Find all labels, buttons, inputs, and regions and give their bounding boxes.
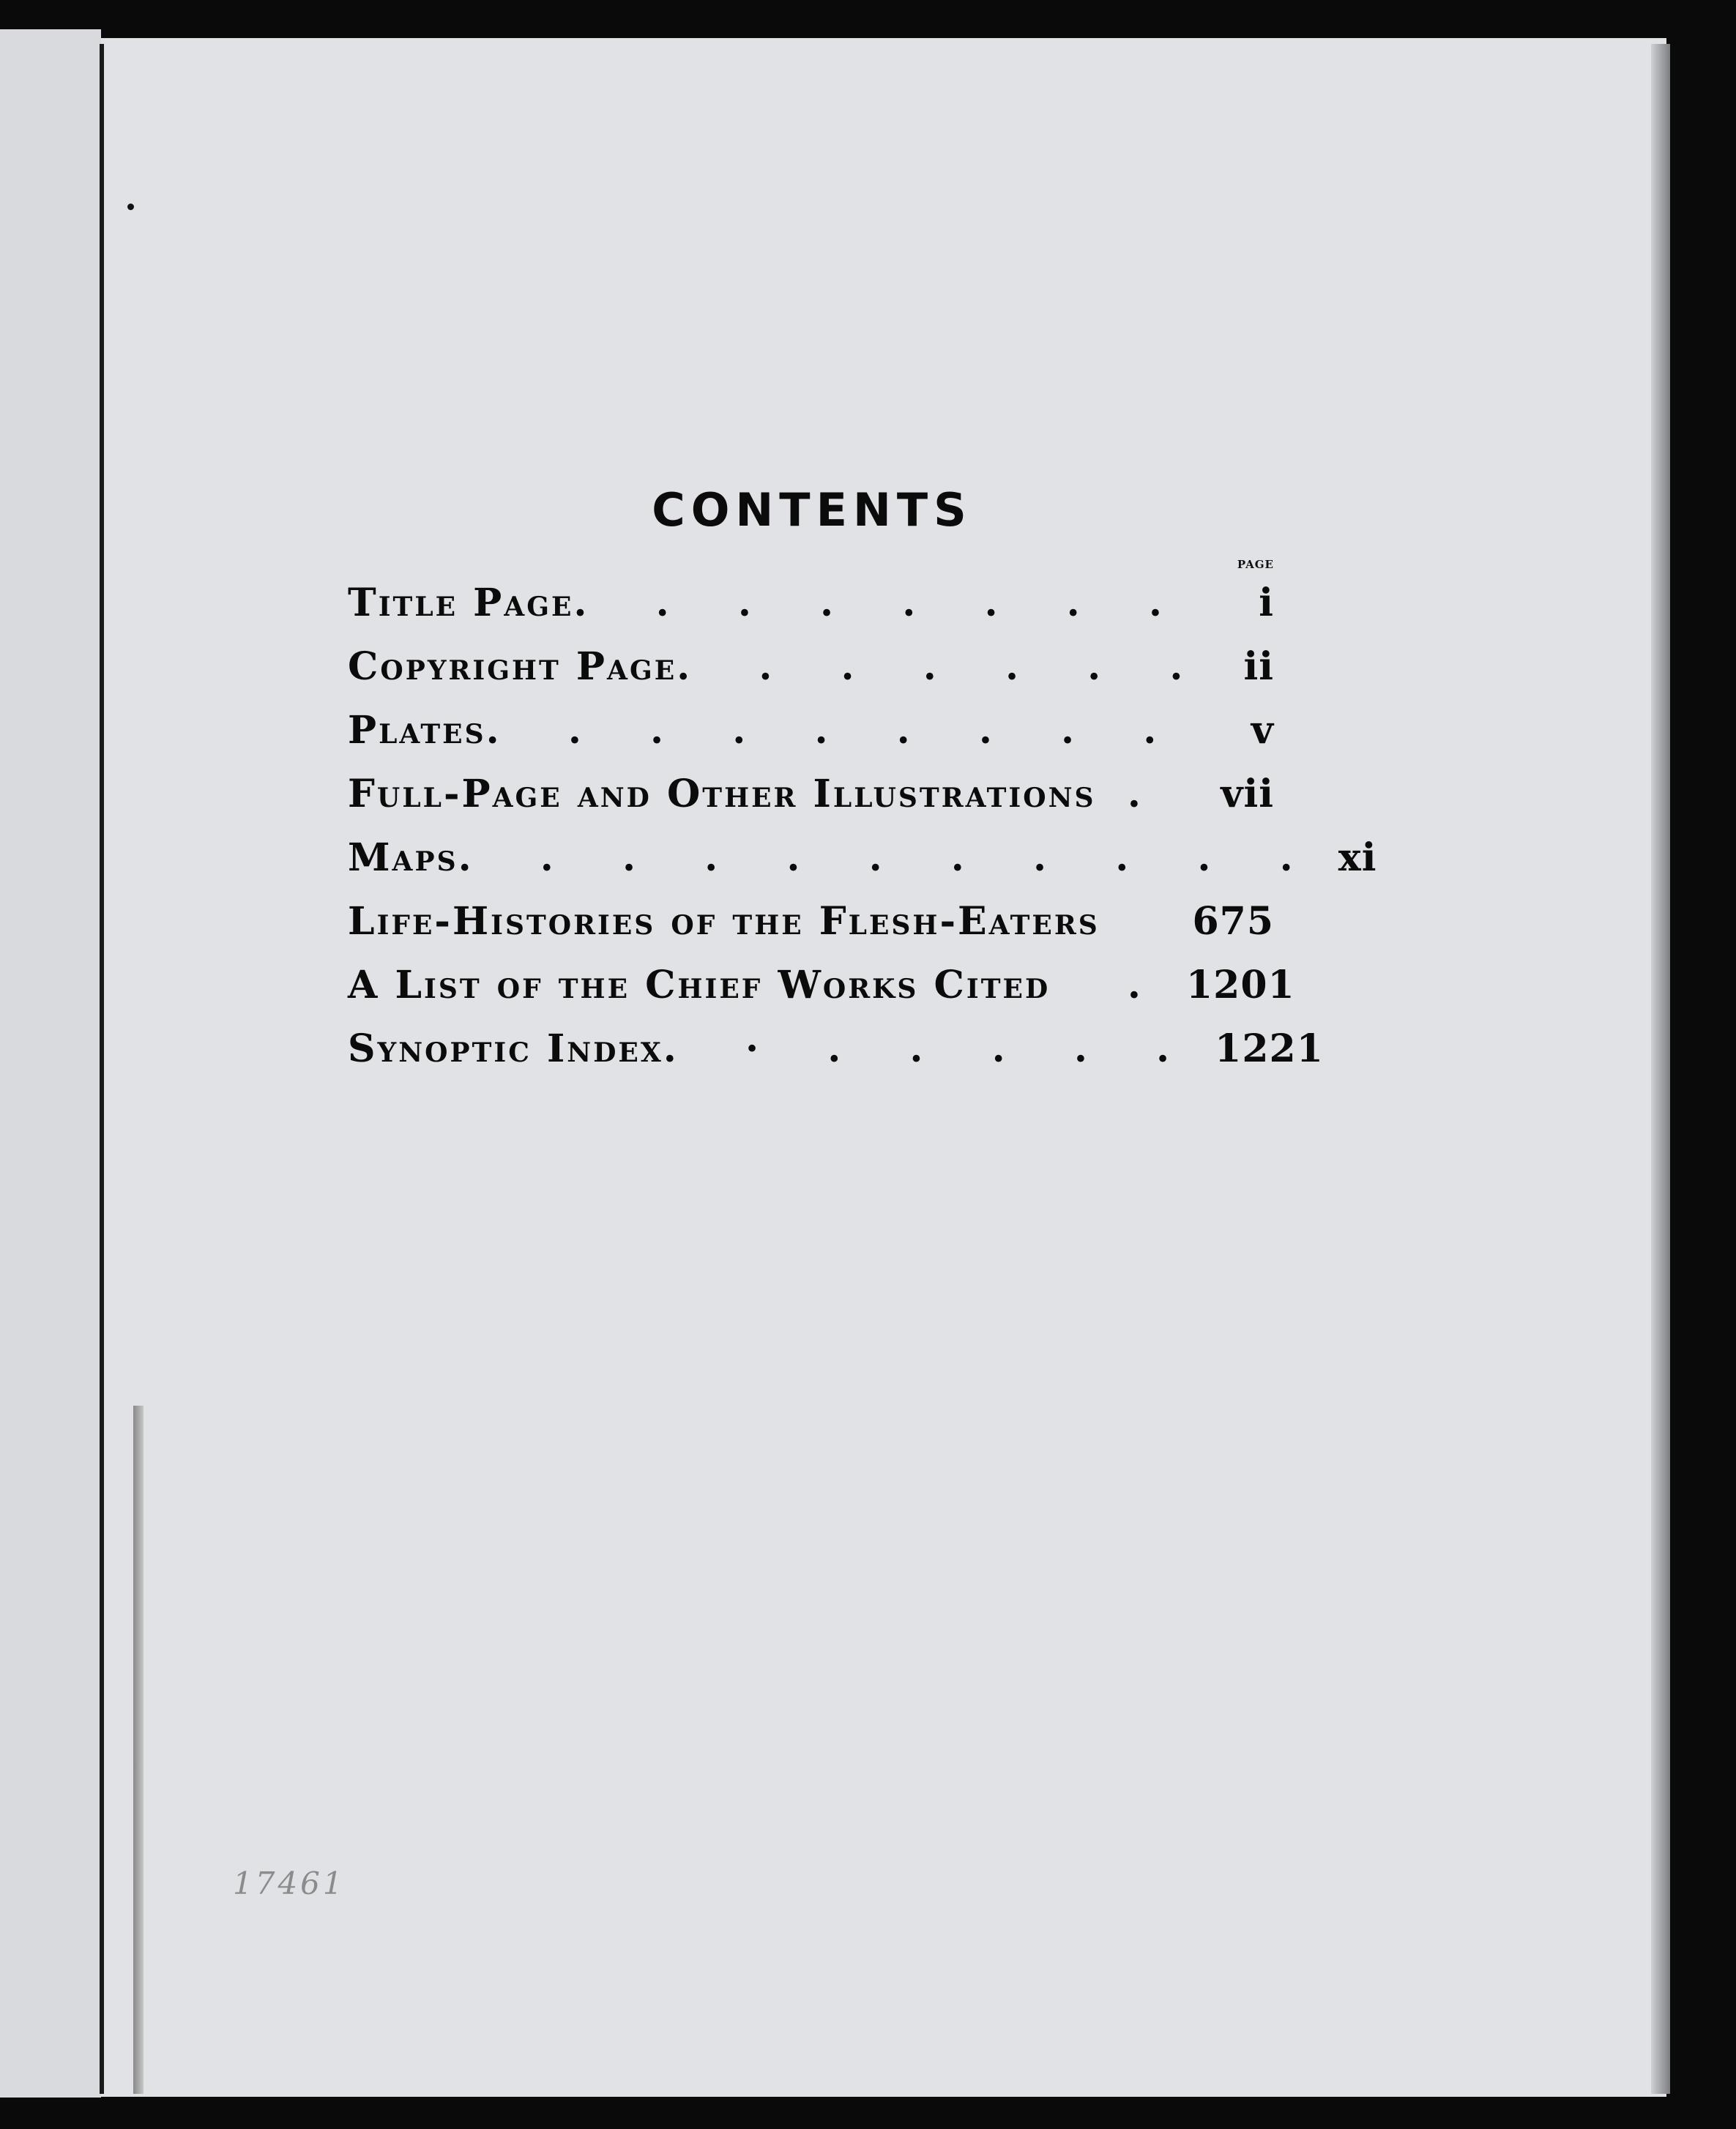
toc-leader-dots: . [1127, 963, 1169, 1007]
toc-leader-dots: . . . . . . . . . [485, 708, 1185, 753]
contents-heading: CONTENTS [652, 483, 972, 537]
toc-page-number: ii [1243, 644, 1274, 689]
toc-page-number: 675 [1192, 899, 1274, 944]
toc-entry[interactable] [348, 571, 1274, 635]
toc-page-number: xi [1338, 835, 1377, 880]
toc-entry[interactable] [348, 635, 1274, 698]
toc-entry[interactable] [348, 1017, 1324, 1081]
toc-leader-dots: . · . . . . . [663, 1026, 1198, 1071]
handwritten-annotation: 17461 [233, 1865, 346, 1901]
toc-entry-label: Plates [348, 708, 486, 753]
toc-entry-label: Copyright Page [348, 644, 677, 689]
toc-entry[interactable] [348, 826, 1377, 890]
toc-page-number: 1221 [1215, 1026, 1324, 1071]
toc-leader-dots: . . . . . . . [677, 644, 1211, 689]
toc-leader-dots: . . . . . . . . . . . [458, 835, 1321, 880]
page-column-label: PAGE [1237, 558, 1274, 571]
gutter-shadow [133, 1406, 144, 2094]
toc-entry-label: Maps [348, 835, 458, 880]
page-edge-shadow [1651, 44, 1670, 2094]
facing-page-edge [0, 29, 101, 2098]
toc-entry-label: Title Page [348, 581, 574, 625]
table-of-contents [348, 571, 1377, 1081]
toc-entry[interactable] [348, 762, 1274, 826]
toc-page-number: vii [1221, 772, 1274, 816]
toc-leader-dots: . . . . . . . . [573, 581, 1190, 625]
ink-speck [127, 204, 134, 210]
toc-entry-label: A List of the Chief Works Cited [348, 963, 1051, 1007]
toc-entry[interactable] [348, 698, 1274, 762]
toc-entry-label: Life-Histories of the Flesh-Eaters [348, 899, 1100, 944]
toc-entry-label: Full-Page and Other Illustrations [348, 772, 1096, 816]
toc-entry-label: Synoptic Index [348, 1026, 663, 1071]
toc-page-number: 1201 [1186, 963, 1295, 1007]
toc-leader-dots: . [1127, 772, 1169, 816]
toc-page-number: i [1259, 581, 1274, 625]
toc-entry[interactable] [348, 953, 1295, 1017]
toc-entry[interactable] [348, 890, 1274, 953]
gutter-line [100, 44, 104, 2094]
toc-page-number: v [1251, 708, 1274, 753]
